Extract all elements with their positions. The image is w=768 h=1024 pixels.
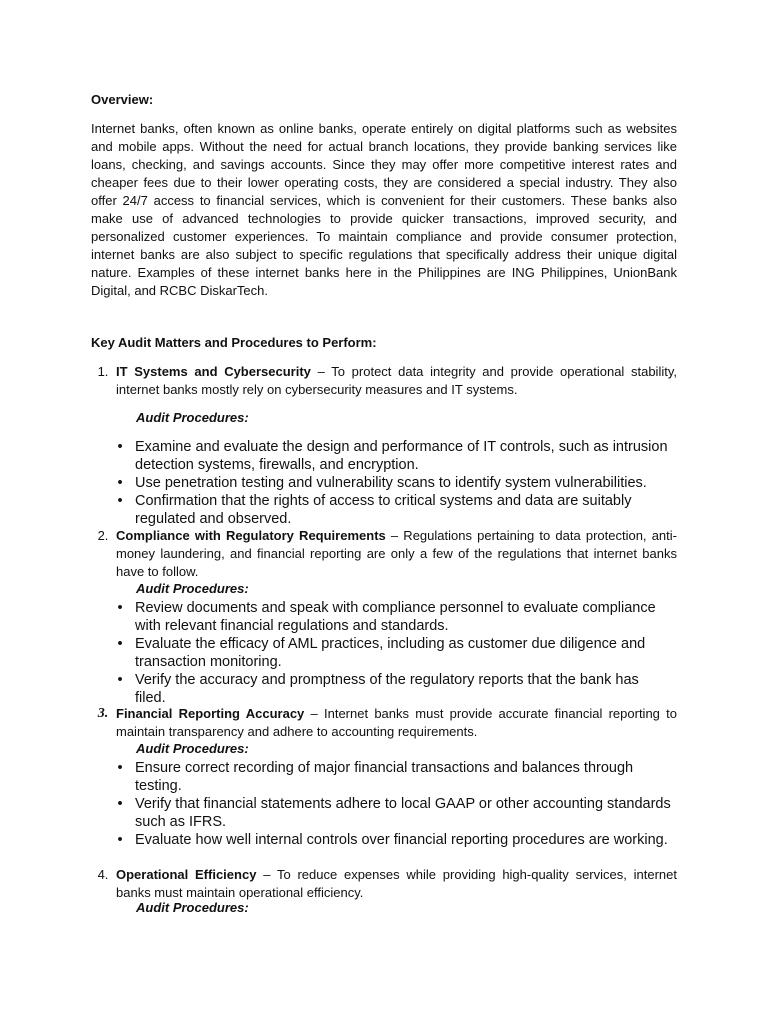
list-item-text: Verify the accuracy and promptness of the regulatory reports that the bank has filed. bbox=[135, 672, 639, 706]
list-item-text: Use penetration testing and vulnerability scans to identify system vulnerabilities. bbox=[135, 475, 647, 491]
item-description bbox=[116, 527, 677, 581]
bullet-icon: • bbox=[117, 636, 123, 652]
key-audit-matters-heading: Key Audit Matters and Procedures to Perform: bbox=[91, 335, 377, 350]
list-item-text: Ensure correct recording of major financial transactions and balances through testing. bbox=[135, 760, 634, 794]
list-item-text: Verify that financial statements adhere to local GAAP or other accounting standards such as IFRS. bbox=[135, 796, 671, 830]
audit-procedures-label: Audit Procedures: bbox=[136, 410, 249, 425]
item-number: 4. bbox=[97, 867, 109, 882]
item-term: Compliance with Regulatory Requirements bbox=[116, 528, 386, 543]
list-item bbox=[113, 599, 673, 635]
procedures-list bbox=[113, 759, 673, 849]
list-item bbox=[113, 795, 673, 831]
item-number: 2. bbox=[97, 528, 109, 543]
list-item bbox=[113, 438, 673, 474]
bullet-icon: • bbox=[117, 600, 123, 616]
list-item bbox=[113, 492, 673, 528]
audit-procedures-label: Audit Procedures: bbox=[136, 741, 249, 756]
audit-procedures-label: Audit Procedures: bbox=[136, 900, 249, 915]
bullet-icon: • bbox=[117, 439, 123, 455]
item-description bbox=[116, 363, 677, 399]
list-item bbox=[113, 759, 673, 795]
item-text: – To reduce expenses while providing high-quality services, internet banks must maintain operational efficiency. bbox=[116, 867, 677, 900]
audit-matter-it-systems bbox=[91, 363, 677, 399]
list-item-text: Evaluate how well internal controls over financial reporting procedures are working. bbox=[135, 832, 668, 848]
audit-matter-financial-reporting bbox=[91, 705, 677, 741]
audit-matter-compliance bbox=[91, 527, 677, 581]
procedures-list bbox=[113, 599, 673, 707]
list-item-text: Confirmation that the rights of access to critical systems and data are suitably regulated and observed. bbox=[135, 493, 632, 527]
list-item bbox=[113, 635, 673, 671]
item-text: – To protect data integrity and provide operational stability, internet banks mostly rely on cybersecurity measures and IT systems. bbox=[116, 364, 677, 397]
audit-procedures-label: Audit Procedures: bbox=[136, 581, 249, 596]
item-number: 1. bbox=[97, 364, 109, 379]
item-term: Operational Efficiency bbox=[116, 867, 257, 882]
list-item bbox=[113, 671, 673, 707]
list-item-text: Review documents and speak with compliance personnel to evaluate compliance with relevant financial regulations and standards. bbox=[135, 600, 656, 634]
overview-heading: Overview: bbox=[91, 92, 154, 107]
bullet-icon: • bbox=[117, 672, 123, 688]
bullet-icon: • bbox=[117, 475, 123, 491]
item-text: – Internet banks must provide accurate financial reporting to maintain transparency and adhere to accounting requirements. bbox=[116, 706, 677, 739]
item-text: – Regulations pertaining to data protection, anti-money laundering, and financial reporting are only a few of the regulations that internet banks have to follow. bbox=[116, 528, 677, 579]
bullet-icon: • bbox=[117, 493, 123, 509]
list-item bbox=[113, 831, 673, 849]
item-term: IT Systems and Cybersecurity bbox=[116, 364, 311, 379]
list-item-text: Examine and evaluate the design and performance of IT controls, such as intrusion detection systems, firewalls, and encryption. bbox=[135, 439, 668, 473]
list-item bbox=[113, 474, 673, 492]
bullet-icon: • bbox=[117, 760, 123, 776]
item-description bbox=[116, 866, 677, 902]
overview-paragraph: Internet banks, often known as online banks, operate entirely on digital platforms such as websites and mobile apps. Without the need for actual branch locations, they provide banking services like loans, checking, and savings accounts. Since they may offer more competitive interest rates and cheaper fees due to their lower operating costs, they are considered a special industry. They also offer 24/7 access to financial services, which is convenient for their customers. These banks also make use of advanced technologies to provide quicker transactions, improved security, and personalized customer experiences. To maintain compliance and provide consumer protection, internet banks are also subject to specific regulations that specifically address their unique digital nature. Examples of these internet banks here in the Philippines are ING Philippines, UnionBank Digital, and RCBC DiskarTech. bbox=[91, 121, 677, 298]
audit-matter-operational-efficiency bbox=[91, 866, 677, 902]
procedures-list bbox=[113, 438, 673, 528]
bullet-icon: • bbox=[117, 796, 123, 812]
item-number: 3. bbox=[97, 706, 109, 721]
item-description bbox=[116, 705, 677, 741]
bullet-icon: • bbox=[117, 832, 123, 848]
item-term: Financial Reporting Accuracy bbox=[116, 706, 305, 721]
list-item-text: Evaluate the efficacy of AML practices, including as customer due diligence and transaction monitoring. bbox=[135, 636, 646, 670]
